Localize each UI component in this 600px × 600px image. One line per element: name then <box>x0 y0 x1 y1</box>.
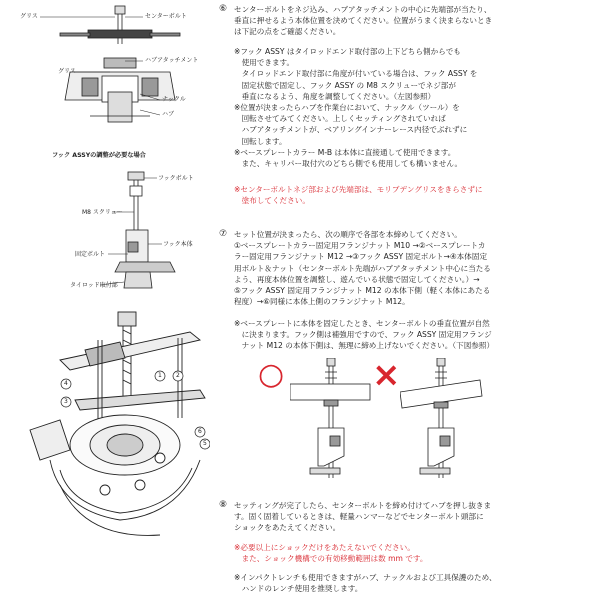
ok-mark: ○ <box>258 357 285 392</box>
step7-body: セット位置が決まったら、次の順序で各部を本締めしてください。 ①ベースプレートカラー固定用フランジナット M10 →②ベースプレートカ ラー固定用フランジナット M12 →③フック ASSY 固定ボルト→④本体固定 用ボルト＆ナット（センターボルト先端がハブアタッチメント中心に当たる よう、再度本体位置を調整し、遊んでいる状態で固定してください。）→ ⑤フック ASSY 固定用フランジナット M12 の本体下側（軽く本体にあたる 程度）→⑥同様に本体上側のフランジナット M12。 <box>234 230 491 307</box>
label-grease: グリス <box>20 13 38 20</box>
ok-diagram <box>290 358 380 488</box>
label-fixing-bolt: 固定ボルト <box>75 251 106 258</box>
label-m8-screw: M8 スクリュー <box>82 209 123 216</box>
step7-number: ⑦ <box>219 229 228 239</box>
step8-number: ⑧ <box>219 500 228 510</box>
step8-notes: ※インパクトレンチも使用できますがハブ、ナックルおよび工具保護のため、 ハンドのレンチ使用を推奨します。 <box>234 573 497 594</box>
ng-diagram <box>400 358 490 488</box>
label-tie-rod-mount: タイロッド取付部 <box>70 282 118 289</box>
callout-3: 3 <box>64 398 68 405</box>
label-knuckle: ナックル <box>162 96 186 103</box>
callout-4: 4 <box>64 380 68 387</box>
label-hook-body: フック本体 <box>163 241 193 248</box>
callout-2: 2 <box>176 372 180 379</box>
hook-adjust-caption: フック ASSYの調整が必要な場合 <box>52 152 146 159</box>
label-grease-2: グリス <box>58 68 76 75</box>
ng-mark: × <box>372 355 401 395</box>
tool-assembly-diagram <box>0 310 210 540</box>
step6-notes: ※フック ASSY はタイロッドエンド取付部の上下どちら側からでも 使用できます。 タイロッドエンド取付部に角度が付いている場合は、フック ASSY を 固定状態で固定し、フック ASSY の M8 スクリューでネジ部が 垂直になるよう、角度を調整してください。（左図参照） ※位置が決まったらハブを作業台において、ナックル（ツール）を 回転させてみてください。上しくセッティングされていれば ハブアタッチメントが、ベアリングインナーレース内径でぶれずに 回転します。 ※ベースプレートカラー M-B は本体に直接通して使用できます。 また、キャリパー取付穴のどちら側でも使用しても構いません。 <box>234 47 478 169</box>
step6-body: センターボルトをネジ込み、ハブアタッチメントの中心に先端部が当たり、 垂直に押せるよう本体位置を決めてください。位置がうまく決まらないとき は下記の点をご確認ください。 <box>234 5 493 37</box>
label-hub-attachment: ハブアタッチメント <box>145 57 199 64</box>
label-hub: ハブ <box>162 111 175 118</box>
callout-6: 6 <box>198 428 202 435</box>
step8-warning: ※必要以上にショックだけをあたえないでください。 また、ショック機構での有効移動範囲は数 mm です。 <box>234 543 428 564</box>
step6-warning: ※センターボルトネジ部および先端部は、モリブデングリスをきらさずに 塗布してください。 <box>234 185 483 206</box>
step7-notes: ※ベースプレートに本体を固定したとき、センターボルトの垂直位置が自然 に決まります。フック側は補強用ですので、フック ASSY 固定用フランジ ナット M12 の本体下側は、無理に締め上げないでください。（下図参照） <box>234 319 495 351</box>
step6-number: ⑥ <box>219 4 228 14</box>
label-hook-bolt: フックボルト <box>158 175 194 182</box>
label-center-bolt: センターボルト <box>145 13 187 20</box>
callout-1: 1 <box>158 372 162 379</box>
step8-body: セッティングが完了したら、センターボルトを締め付けてハブを押し抜きま す。固く固着しているときは、軽量ハンマーなどでセンターボルト頭部に ショックをあたえてください。 <box>234 501 492 533</box>
callout-5: 5 <box>203 440 207 447</box>
